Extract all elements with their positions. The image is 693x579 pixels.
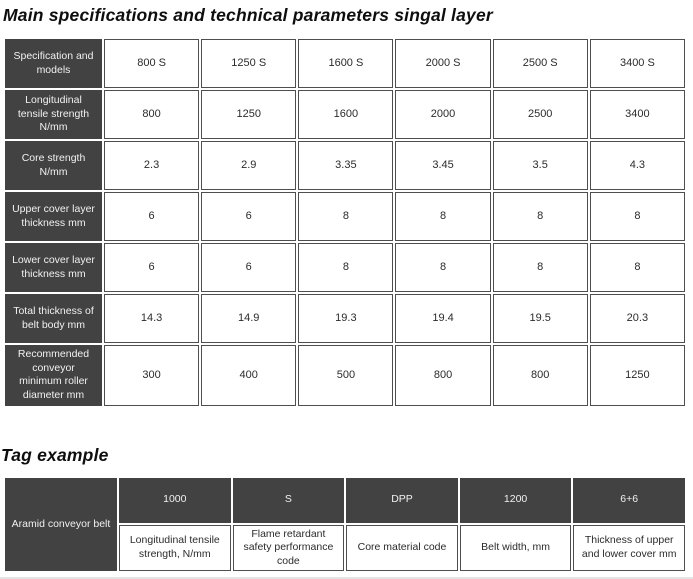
spec-cell: 2500	[493, 90, 588, 139]
spec-cell: 500	[298, 345, 393, 406]
spec-row-core-strength	[5, 141, 685, 190]
spec-cell: 14.9	[201, 294, 296, 343]
spec-row-upper-cover	[5, 192, 685, 241]
spec-cell: 2.9	[201, 141, 296, 190]
tag-description-cell: Longitudinal tensile strength, N/mm	[119, 525, 231, 572]
spec-row-models	[5, 39, 685, 88]
spec-cell: 8	[493, 243, 588, 292]
spec-row-label: Upper cover layer thickness mm	[5, 192, 102, 241]
spec-cell: 800 S	[104, 39, 199, 88]
spec-cell: 1600 S	[298, 39, 393, 88]
tag-code-cell: DPP	[346, 478, 458, 523]
tag-description-cell: Belt width, mm	[460, 525, 572, 572]
spec-cell: 2000 S	[395, 39, 490, 88]
tag-code-cell: 1200	[460, 478, 572, 523]
spec-row-label: Recommended conveyor minimum roller diameter mm	[5, 345, 102, 406]
spec-cell: 3400 S	[590, 39, 685, 88]
spec-cell: 800	[104, 90, 199, 139]
spec-cell: 8	[298, 192, 393, 241]
spec-cell: 8	[590, 192, 685, 241]
spec-cell: 4.3	[590, 141, 685, 190]
spec-cell: 3.45	[395, 141, 490, 190]
spec-cell: 14.3	[104, 294, 199, 343]
spec-cell: 6	[104, 243, 199, 292]
spec-cell: 800	[395, 345, 490, 406]
spec-row-lower-cover	[5, 243, 685, 292]
tag-code-row	[5, 478, 685, 523]
spec-cell: 6	[201, 243, 296, 292]
spec-table	[3, 37, 687, 408]
document-page	[0, 5, 693, 575]
spec-row-roller-diameter	[5, 345, 685, 406]
spec-cell: 8	[590, 243, 685, 292]
spec-cell: 2000	[395, 90, 490, 139]
tag-description-cell: Flame retardant safety performance code	[233, 525, 345, 572]
spec-cell: 19.3	[298, 294, 393, 343]
tag-description-cell: Thickness of upper and lower cover mm	[573, 525, 685, 572]
spec-cell: 3.5	[493, 141, 588, 190]
spec-cell: 19.5	[493, 294, 588, 343]
spec-cell: 8	[298, 243, 393, 292]
tag-row-label: Aramid conveyor belt	[5, 478, 117, 572]
spec-row-total-thickness	[5, 294, 685, 343]
spec-cell: 6	[201, 192, 296, 241]
spec-cell: 2500 S	[493, 39, 588, 88]
spec-cell: 2.3	[104, 141, 199, 190]
spec-cell: 1250 S	[201, 39, 296, 88]
spec-row-label: Core strength N/mm	[5, 141, 102, 190]
spec-cell: 6	[104, 192, 199, 241]
tag-table	[3, 476, 687, 574]
spec-row-label: Longitudinal tensile strength N/mm	[5, 90, 102, 139]
spec-cell: 20.3	[590, 294, 685, 343]
section-title-specifications: Main specifications and technical parameters singal layer	[3, 5, 493, 25]
spec-cell: 1600	[298, 90, 393, 139]
spec-row-tensile-strength	[5, 90, 685, 139]
spec-row-label: Specification and models	[5, 39, 102, 88]
spec-cell: 8	[395, 192, 490, 241]
spec-cell: 1250	[201, 90, 296, 139]
spec-row-label: Total thickness of belt body mm	[5, 294, 102, 343]
spec-cell: 19.4	[395, 294, 490, 343]
tag-code-cell: 1000	[119, 478, 231, 523]
spec-cell: 1250	[590, 345, 685, 406]
tag-code-cell: 6+6	[573, 478, 685, 523]
tag-description-cell: Core material code	[346, 525, 458, 572]
tag-code-cell: S	[233, 478, 345, 523]
spec-cell: 400	[201, 345, 296, 406]
spec-row-label: Lower cover layer thickness mm	[5, 243, 102, 292]
section-title-tag-example: Tag example	[1, 444, 109, 465]
spec-cell: 300	[104, 345, 199, 406]
spec-cell: 8	[493, 192, 588, 241]
spec-cell: 8	[395, 243, 490, 292]
spec-cell: 3400	[590, 90, 685, 139]
spec-cell: 800	[493, 345, 588, 406]
spec-cell: 3.35	[298, 141, 393, 190]
